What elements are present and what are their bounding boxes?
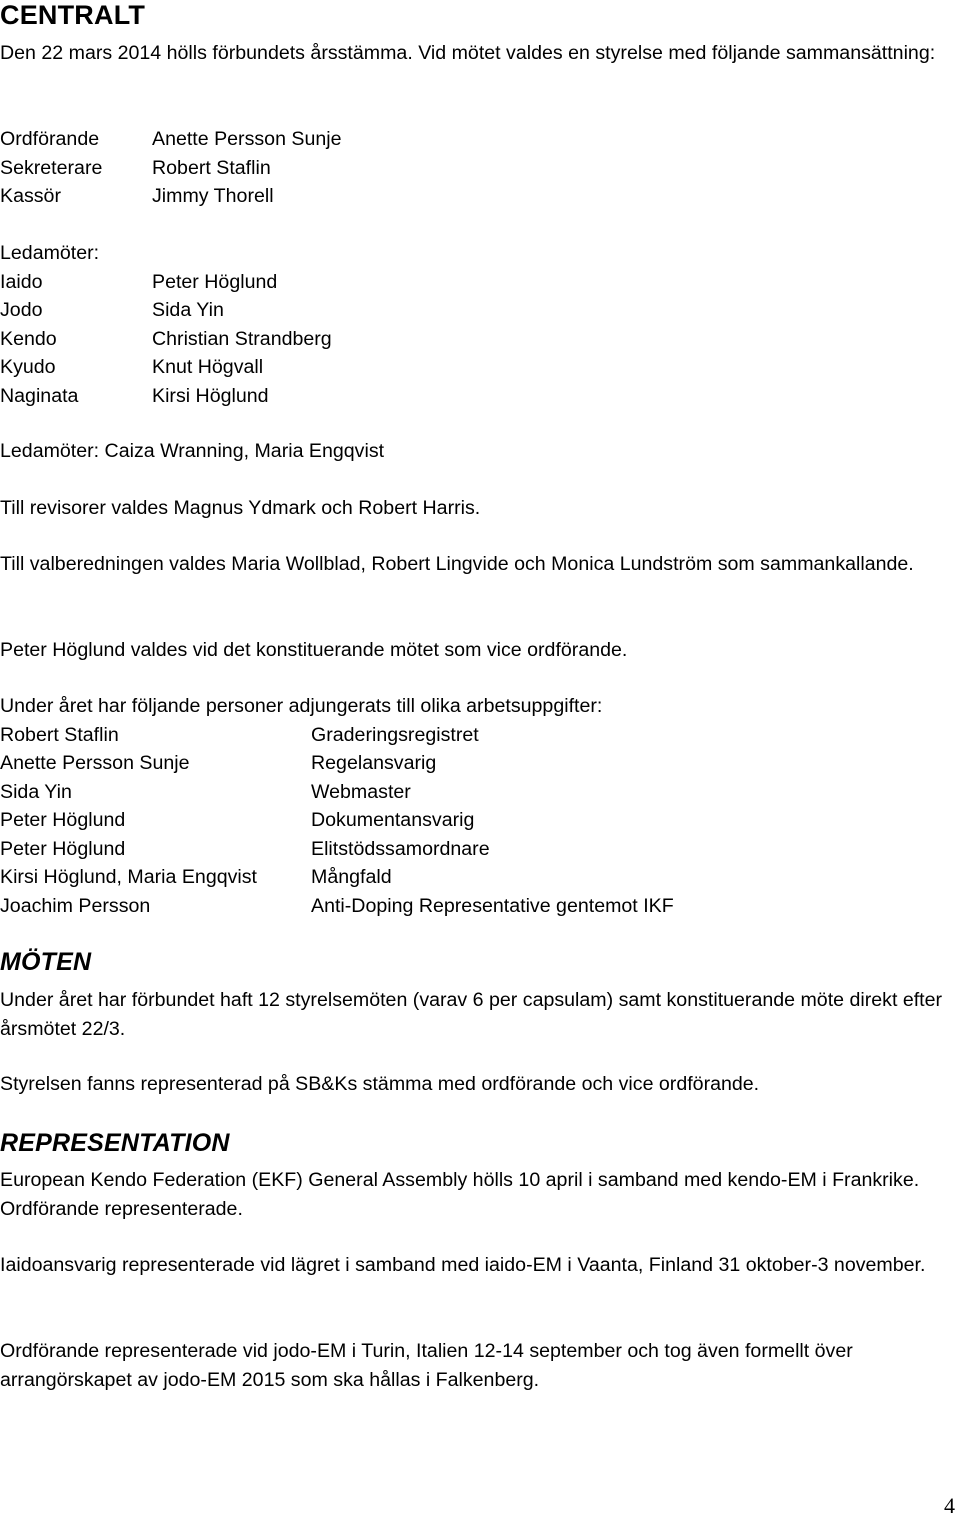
representation-paragraph-2: Iaidoansvarig representerade vid lägret i samband med iaido-EM i Vaanta, Finland 31 oktober-3 november.: [0, 1254, 926, 1276]
member-name: Peter Höglund: [152, 270, 278, 293]
moten-paragraph-1: Under året har förbundet haft 12 styrelsemöten (varav 6 per capsulam) samt konstituerande möte direkt efter årsmötet 22/3.: [0, 989, 943, 1040]
adjunct-name: Anette Persson Sunje: [0, 752, 190, 774]
officer-name: Robert Staflin: [152, 156, 271, 179]
member-discipline: Kyudo: [0, 356, 56, 378]
adjunct-name: Kirsi Höglund, Maria Engqvist: [0, 866, 258, 888]
adjunct-task: Graderingsregistret: [311, 723, 479, 746]
heading-moten: MÖTEN: [0, 948, 92, 976]
moten-paragraph-2: Styrelsen fanns representerad på SB&Ks stämma med ordförande och vice ordförande.: [0, 1073, 760, 1095]
page-number: 4: [944, 1493, 955, 1518]
officer-role: Ordförande: [0, 128, 100, 150]
adjunct-name: Sida Yin: [0, 780, 72, 803]
auditors-paragraph: Till revisorer valdes Magnus Ydmark och Robert Harris.: [0, 497, 481, 519]
member-discipline: Iaido: [0, 270, 43, 293]
member-discipline: Jodo: [0, 299, 43, 321]
adjunct-name: Peter Höglund: [0, 809, 126, 831]
heading-centralt: CENTRALT: [0, 0, 146, 30]
adjunct-name: Robert Staflin: [0, 723, 119, 746]
adjunct-task: Anti-Doping Representative gentemot IKF: [311, 894, 674, 917]
adjunct-task: Webmaster: [311, 780, 411, 803]
officer-name: Anette Persson Sunje: [152, 128, 342, 150]
heading-representation: REPRESENTATION: [0, 1129, 230, 1157]
representation-paragraph-1: European Kendo Federation (EKF) General Assembly hölls 10 april i samband med kendo-EM i Frankrike. Ordförande representerade.: [0, 1169, 920, 1220]
adjunct-name: Peter Höglund: [0, 837, 126, 860]
other-members-paragraph: Ledamöter: Caiza Wranning, Maria Engqvist: [0, 440, 385, 462]
adjunct-intro: Under året har följande personer adjungerats till olika arbetsuppgifter:: [0, 695, 603, 717]
officer-role: Kassör: [0, 185, 61, 207]
member-name: Christian Strandberg: [152, 327, 332, 350]
adjunct-task: Mångfald: [311, 866, 392, 888]
adjunct-task: Elitstödssamordnare: [311, 837, 490, 860]
vice-chair-paragraph: Peter Höglund valdes vid det konstituerande mötet som vice ordförande.: [0, 639, 628, 661]
nomination-paragraph: Till valberedningen valdes Maria Wollblad, Robert Lingvide och Monica Lundström som sammankallande.: [0, 553, 914, 575]
member-name: Sida Yin: [152, 299, 224, 321]
member-name: Knut Högvall: [152, 356, 264, 378]
officer-name: Jimmy Thorell: [152, 185, 274, 207]
members-label: Ledamöter:: [0, 242, 100, 264]
adjunct-name: Joachim Persson: [0, 894, 151, 917]
intro-paragraph: Den 22 mars 2014 hölls förbundets årsstämma. Vid mötet valdes en styrelse med följande sammansättning:: [0, 42, 936, 64]
adjunct-task: Dokumentansvarig: [311, 809, 475, 831]
member-name: Kirsi Höglund: [152, 384, 269, 407]
member-discipline: Naginata: [0, 384, 79, 407]
representation-paragraph-3: Ordförande representerade vid jodo-EM i Turin, Italien 12-14 september och tog även formellt över arrangörskapet av jodo-EM 2015 som ska hållas i Falkenberg.: [0, 1340, 853, 1391]
officer-role: Sekreterare: [0, 156, 103, 179]
member-discipline: Kendo: [0, 327, 57, 350]
adjunct-task: Regelansvarig: [311, 752, 437, 774]
